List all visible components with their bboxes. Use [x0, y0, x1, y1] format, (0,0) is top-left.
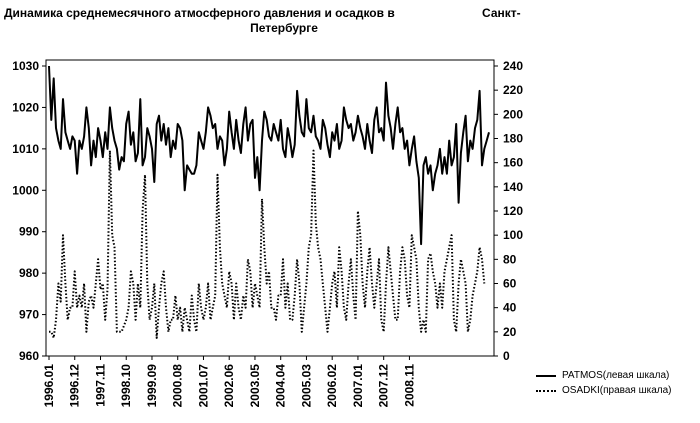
legend-item-patmos: [536, 368, 672, 383]
x-tick-label: 2007.12: [376, 364, 391, 408]
right-tick-label: 60: [503, 276, 517, 291]
x-tick-label: 1996.01: [42, 364, 56, 408]
right-tick-label: 20: [503, 324, 517, 339]
left-tick-label: 970: [18, 307, 39, 322]
x-axis: [42, 356, 416, 407]
left-tick-label: 980: [18, 266, 39, 281]
legend-label-osadki: OSADKI(правая шкала): [562, 385, 672, 396]
legend: [536, 368, 672, 398]
x-tick-label: 2001.07: [196, 364, 211, 408]
x-tick-label: 2000.08: [170, 364, 185, 408]
right-tick-label: 80: [503, 252, 517, 267]
series-line-patmos: [49, 66, 489, 244]
right-tick-label: 100: [503, 228, 524, 243]
right-tick-label: 160: [503, 155, 524, 170]
right-tick-label: 40: [503, 300, 517, 315]
right-tick-label: 220: [503, 83, 524, 98]
right-tick-label: 0: [503, 349, 510, 363]
left-tick-label: 960: [18, 349, 39, 363]
left-tick-label: 1010: [12, 141, 39, 156]
left-tick-label: 1020: [12, 100, 39, 115]
x-tick-label: 2003.05: [247, 364, 262, 408]
right-tick-label: 180: [503, 131, 524, 146]
x-tick-label: 1999.09: [144, 364, 159, 408]
x-tick-label: 1996.12: [67, 364, 82, 408]
legend-swatch-solid: [536, 375, 556, 377]
title-line-2: Петербурге: [250, 21, 318, 35]
left-tick-label: 990: [18, 224, 39, 239]
series-layer: [49, 66, 489, 338]
left-tick-label: 1000: [12, 183, 39, 198]
x-tick-label: 1997.11: [93, 364, 108, 407]
plot-area: [46, 60, 494, 356]
right-tick-label: 120: [503, 204, 524, 218]
x-tick-label: 2005.03: [299, 364, 314, 408]
x-tick-label: 2007.01: [350, 364, 365, 408]
right-tick-label: 240: [503, 59, 524, 73]
left-axis: [12, 59, 46, 363]
left-tick-label: 1030: [12, 59, 39, 73]
legend-label-patmos: PATMOS(левая шкала): [562, 370, 670, 381]
right-tick-label: 200: [503, 107, 524, 122]
legend-swatch-dotted: [536, 390, 556, 392]
x-tick-label: 2006.02: [325, 364, 340, 408]
x-tick-label: 2002.06: [222, 364, 237, 408]
x-tick-label: 1998.10: [119, 364, 134, 408]
plot-frame: [46, 60, 494, 356]
x-tick-label: 2004.04: [273, 364, 288, 408]
x-tick-label: 2008.11: [402, 364, 417, 407]
right-tick-label: 140: [503, 179, 524, 194]
title-city-part: Санкт-: [482, 6, 521, 20]
right-axis: [494, 59, 523, 363]
legend-item-osadki: [536, 383, 672, 398]
title-line-1: Динамика среднемесячного атмосферного давления и осадков в: [4, 6, 395, 20]
